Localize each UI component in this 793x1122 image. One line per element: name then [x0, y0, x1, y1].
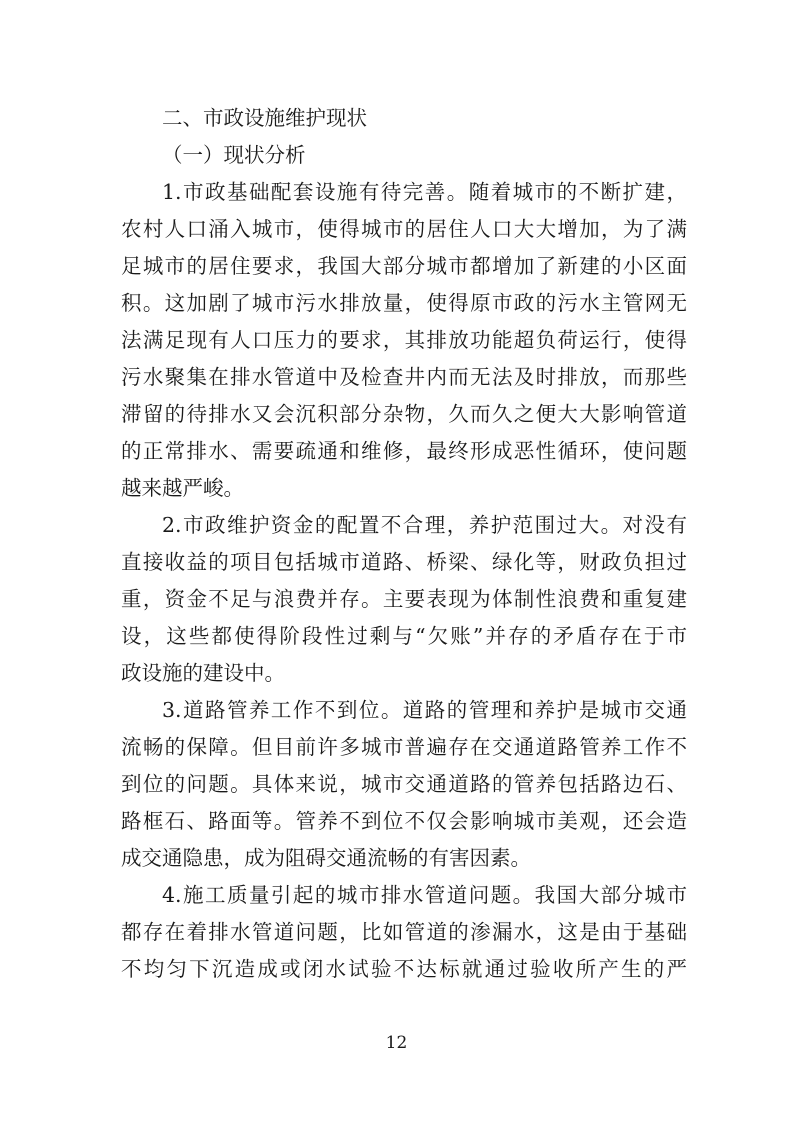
paragraph-line: 政设施的建设中。: [121, 661, 285, 685]
paragraph-line: 的正常排水、需要疏通和维修，最终形成恶性循环，使问题: [121, 439, 687, 463]
paragraph-line: 积。这加剧了城市污水排放量，使得原市政的污水主管网无: [121, 291, 687, 315]
paragraph-line: 足城市的居住要求，我国大部分城市都增加了新建的小区面: [121, 254, 687, 278]
section-heading: 二、市政设施维护现状: [162, 106, 367, 130]
paragraph-line: 1.市政基础配套设施有待完善。随着城市的不断扩建，: [162, 180, 687, 204]
paragraph-line: 成交通隐患，成为阻碍交通流畅的有害因素。: [121, 846, 531, 870]
document-body: [121, 100, 687, 988]
paragraph-line: 不均匀下沉造成或闭水试验不达标就通过验收所产生的严: [121, 957, 687, 981]
paragraph-line: 路框石、路面等。管养不到位不仅会影响城市美观，还会造: [121, 809, 687, 833]
paragraph-line: 污水聚集在排水管道中及检查井内而无法及时排放，而那些: [121, 365, 687, 389]
paragraph-line: 都存在着排水管道问题，比如管道的渗漏水，这是由于基础: [121, 920, 687, 944]
paragraph-line: 3.道路管养工作不到位。道路的管理和养护是城市交通: [162, 698, 687, 722]
subsection-heading: （一）现状分析: [162, 143, 306, 167]
page-number: 12: [385, 1033, 408, 1053]
paragraph-line: 直接收益的项目包括城市道路、桥梁、绿化等，财政负担过: [121, 550, 687, 574]
paragraph-line: 2.市政维护资金的配置不合理，养护范围过大。对没有: [162, 513, 687, 537]
paragraph-line: 流畅的保障。但目前许多城市普遍存在交通道路管养工作不: [121, 735, 687, 759]
paragraph-line: 越来越严峻。: [121, 476, 244, 500]
paragraph-line: 农村人口涌入城市，使得城市的居住人口大大增加，为了满: [121, 217, 687, 241]
paragraph-line: 设，这些都使得阶段性过剩与“欠账”并存的矛盾存在于市: [121, 624, 687, 648]
paragraph-line: 重，资金不足与浪费并存。主要表现为体制性浪费和重复建: [121, 587, 687, 611]
paragraph-line: 到位的问题。具体来说，城市交通道路的管养包括路边石、: [121, 772, 687, 796]
paragraph-line: 法满足现有人口压力的要求，其排放功能超负荷运行，使得: [121, 328, 687, 352]
paragraph-line: 4.施工质量引起的城市排水管道问题。我国大部分城市: [162, 883, 687, 907]
paragraph-line: 滞留的待排水又会沉积部分杂物，久而久之便大大影响管道: [121, 402, 687, 426]
